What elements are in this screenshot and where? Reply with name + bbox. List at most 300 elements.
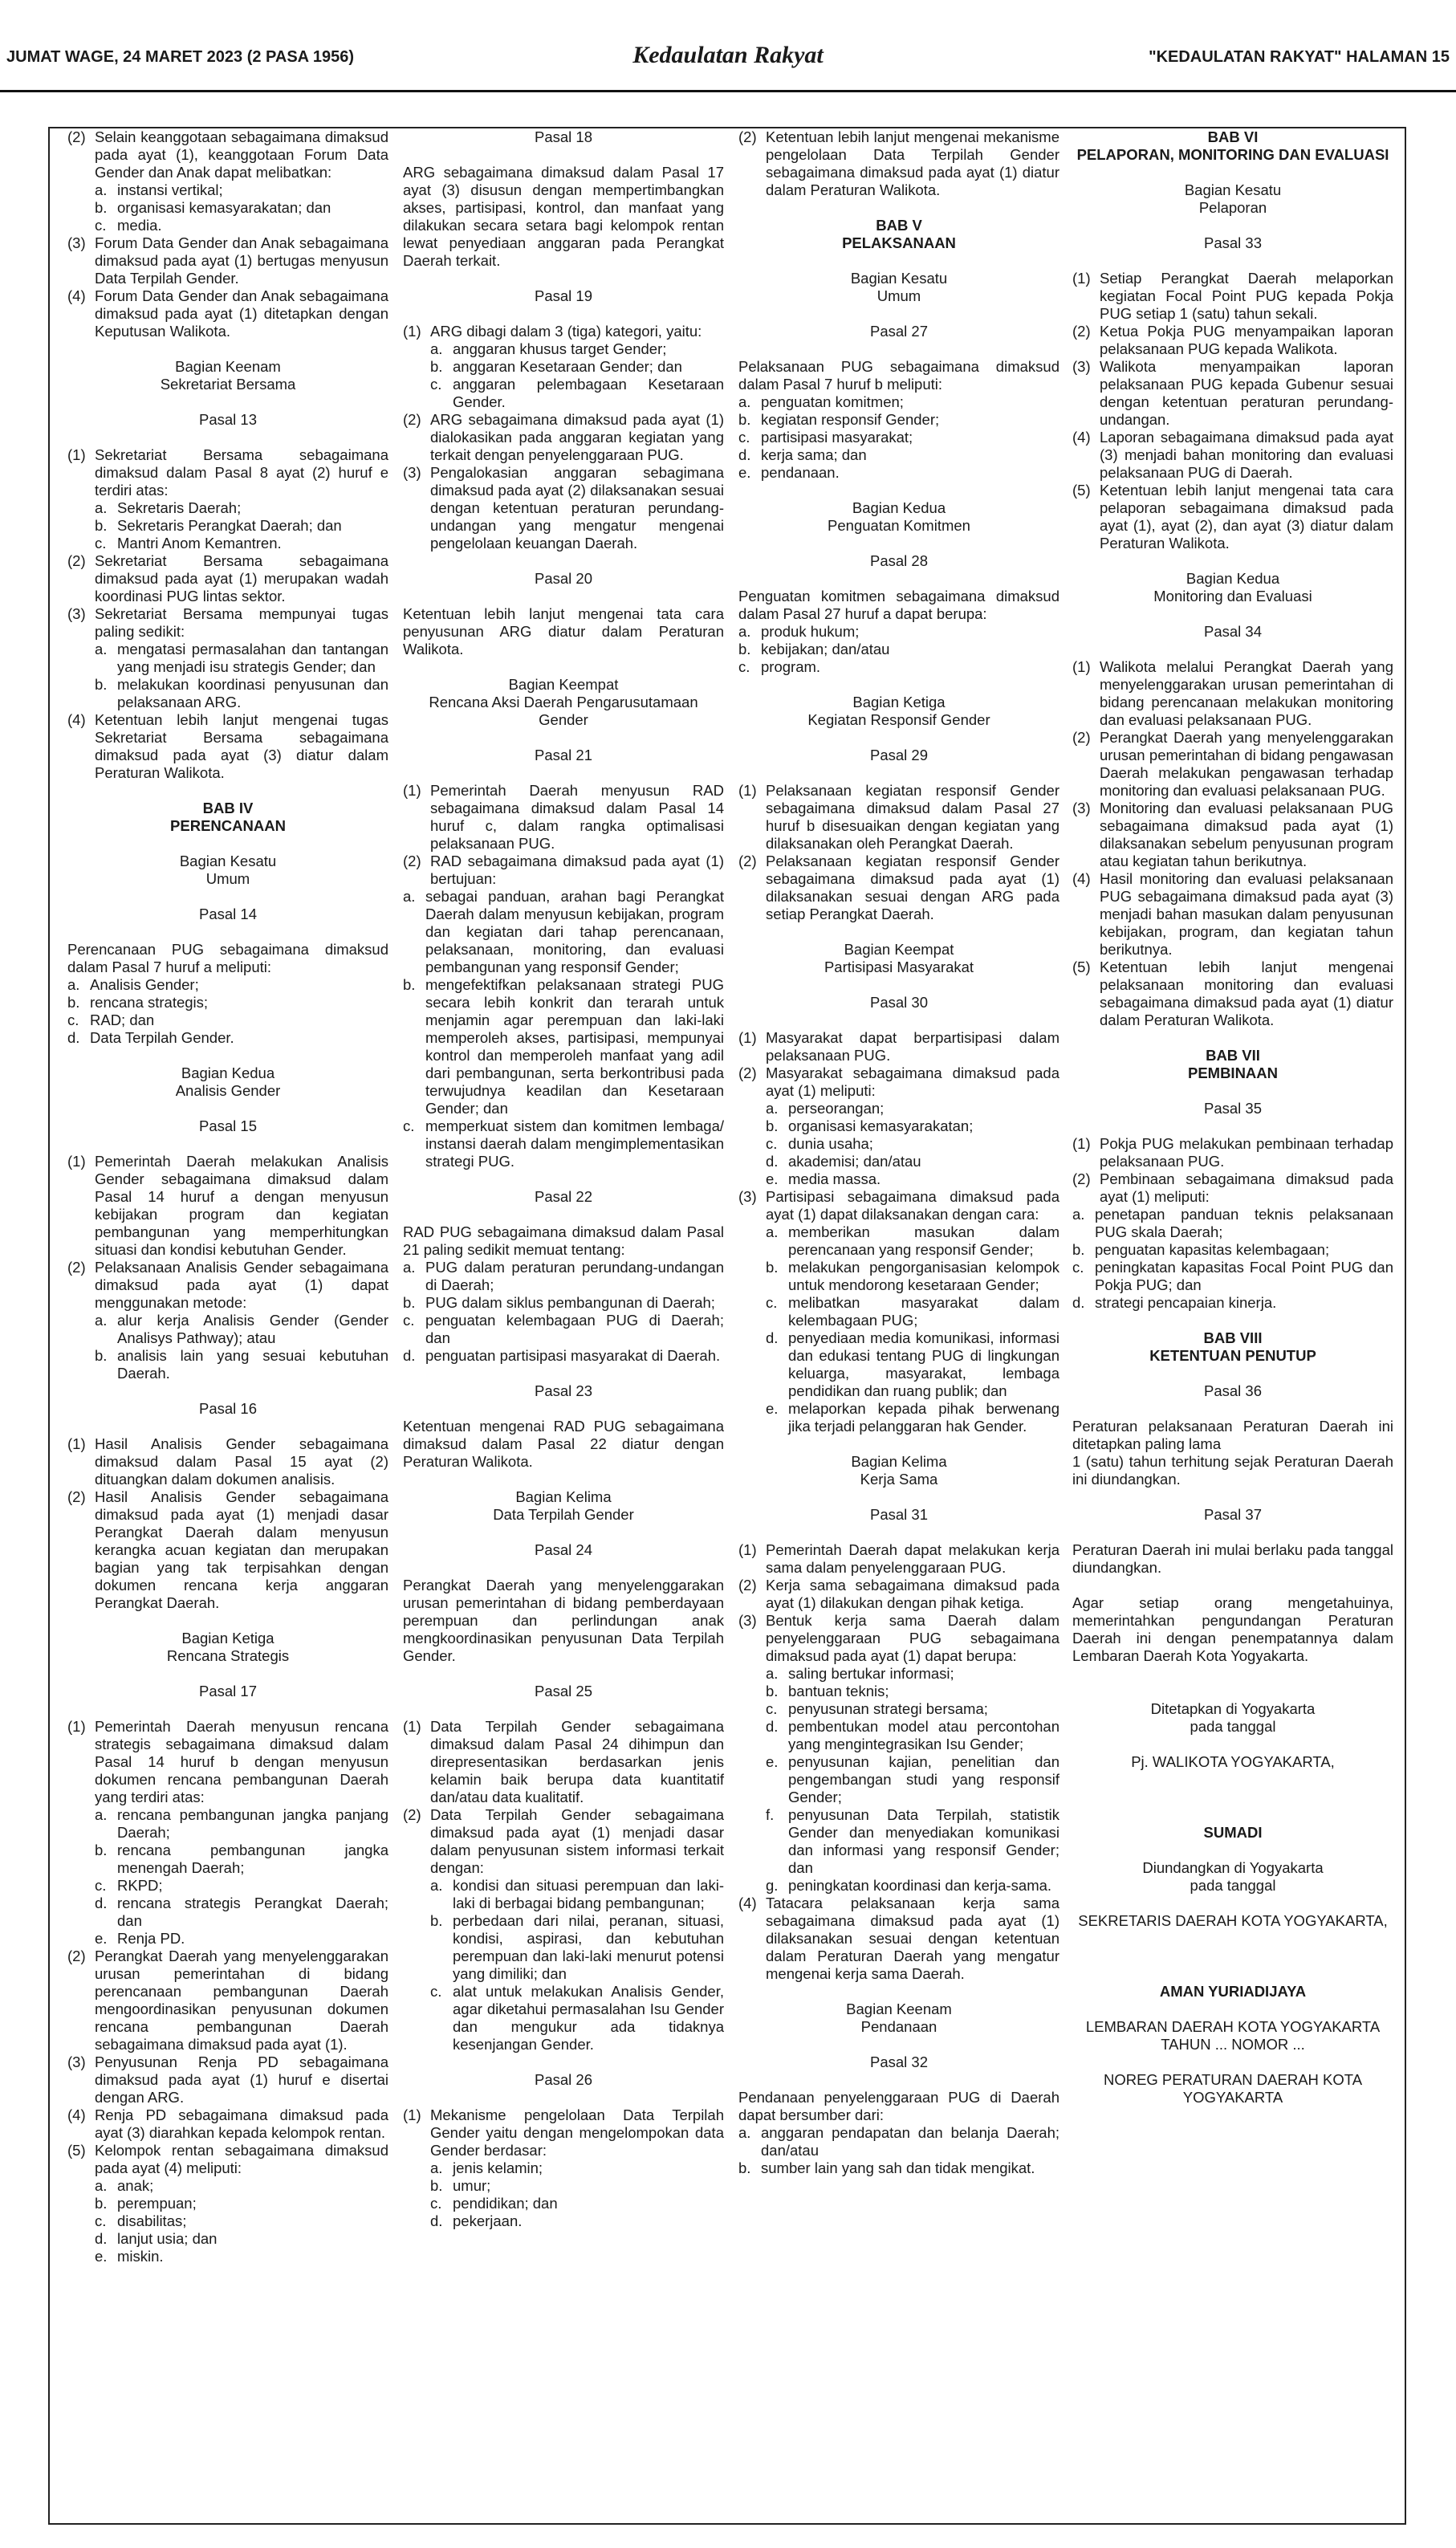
section-heading: Pasal 22: [535, 1188, 592, 1205]
section-heading: Pasal 30: [870, 994, 928, 1011]
item-text: Pengalokasian anggaran sebagimana dimaksud pada ayat (2) dilaksanakan sesuai dengan ketentuan peraturan perundang-undangan yang mengatur mengenai pengelolaan keuangan Daerah.: [430, 464, 724, 552]
list-item: [95, 2212, 388, 2230]
item-number: b.: [403, 1294, 416, 1311]
item-text: Data Terpilah Gender.: [90, 1029, 234, 1046]
item-text: perseorangan;: [788, 1100, 885, 1117]
section-heading: SEKRETARIS DAERAH KOTA YOGYAKARTA,: [1078, 1912, 1388, 1929]
spacer: [1072, 1948, 1393, 1965]
clause-item: [1072, 729, 1393, 800]
list-item: [95, 2248, 388, 2265]
item-text: penyusunan kajian, penelitian dan pengembangan studi yang responsif Gender;: [788, 1753, 1059, 1805]
chapter-heading: BAB VIII: [1203, 1329, 1263, 1346]
clause-item: [67, 287, 388, 340]
paragraph: Pendanaan penyelenggaraan PUG di Daerah dapat bersumber dari:: [738, 2089, 1059, 2123]
list-item: [766, 1153, 1059, 1170]
spacer: [67, 782, 388, 800]
item-number: a.: [95, 2177, 108, 2194]
item-text: kondisi dan situasi perempuan dan laki-laki di berbagai bidang pembangunan;: [453, 1877, 724, 1911]
item-text: Hasil Analisis Gender sebagaimana dimaksud dalam Pasal 15 ayat (2) dituangkan dalam dokumen analisis.: [95, 1435, 388, 1488]
item-text: penyusunan Data Terpilah, statistik Gender dan menyediakan komunikasi dan informasi yang responsif Gender; dan: [788, 1806, 1059, 1876]
list-item: [95, 217, 388, 234]
paragraph: Penguatan komitmen sebagaimana dimaksud dalam Pasal 27 huruf a dapat berupa:: [738, 588, 1059, 622]
item-text: Sekretariat Bersama sebagaimana dimaksud dalam Pasal 8 ayat (2) huruf e terdiri atas:: [95, 446, 388, 499]
clause-item: [1072, 1135, 1393, 1170]
item-number: c.: [738, 429, 750, 446]
clause-item: [738, 128, 1059, 199]
item-text: Hasil monitoring dan evaluasi pelaksanaan PUG sebagaimana dimaksud pada ayat (3) menjadi bahan masukan dalam penyusunan kebijakan, program, dan kegiatan tahun berikutnya.: [1100, 870, 1393, 958]
clause-item: [403, 782, 724, 853]
item-text: mengatasi permasalahan dan tantangan yang menjadi isu strategis Gender; dan: [117, 641, 388, 675]
page-number: "KEDAULATAN RAKYAT" HALAMAN 15: [1149, 48, 1450, 66]
spacer: [403, 1559, 724, 1577]
list-item: [766, 1665, 1059, 1683]
clause-item: [67, 1948, 388, 2053]
item-number: (1): [1072, 270, 1091, 287]
clause-item: [67, 128, 388, 181]
clause-item: [67, 1435, 388, 1488]
spacer: [1072, 1082, 1393, 1100]
chapter-heading: BAB VI: [1207, 128, 1259, 145]
item-number: (3): [403, 464, 421, 481]
item-text: Sekretariat Bersama sebagaimana dimaksud pada ayat (1) merupakan wadah koordinasi PUG lintas sektor.: [95, 552, 388, 604]
item-text: perbedaan dari nilai, peranan, situasi, kondisi, aspirasi, dan kebutuhan perempuan dan laki-laki menurut potensi yang dimiliki; dan: [453, 1912, 724, 1982]
list-item: [95, 199, 388, 217]
spacer: [403, 2053, 724, 2071]
item-number: a.: [430, 2159, 443, 2176]
chapter-heading: PELAKSANAAN: [842, 234, 956, 251]
item-number: c.: [95, 2212, 107, 2229]
item-text: ARG sebagaimana dimaksud pada ayat (1) dialokasikan pada anggaran kegiatan yang terkait dengan penyelenggaraan PUG.: [430, 411, 724, 463]
item-number: c.: [95, 217, 107, 234]
spacer: [738, 676, 1059, 694]
spacer: [738, 482, 1059, 499]
item-text: Pemerintah Daerah dapat melakukan kerja sama dalam penyelenggaraan PUG.: [766, 1541, 1059, 1576]
item-text: Tatacara pelaksanaan kerja sama sebagaimana dimaksud pada ayat (1) dilaksanakan sesuai dengan ketentuan dalam Peraturan Daerah yang mengatur mengenai kerja sama Daerah.: [766, 1895, 1059, 1982]
item-number: (3): [1072, 800, 1091, 816]
list-item: [766, 1700, 1059, 1718]
item-number: (3): [67, 2053, 86, 2070]
clause-item: [1072, 870, 1393, 959]
list-item: [1072, 1206, 1393, 1241]
spacer: [67, 923, 388, 941]
item-number: (1): [67, 1435, 86, 1452]
spacer: [738, 535, 1059, 552]
item-number: (5): [1072, 959, 1091, 975]
item-text: melibatkan masyarakat dalam kelembagaan PUG;: [788, 1294, 1059, 1329]
spacer: [1072, 1365, 1393, 1382]
list-item: [1072, 1241, 1393, 1259]
item-text: Mekanisme pengelolaan Data Terpilah Gender yaitu dengan mengelompokan data Gender berdasar:: [430, 2106, 724, 2159]
item-number: d.: [95, 1895, 108, 1911]
item-number: a.: [738, 2124, 751, 2141]
spacer: [1072, 1789, 1393, 1806]
item-text: Monitoring dan evaluasi pelaksanaan PUG sebagaimana dimaksud pada ayat (1) dilaksanakan sebelum penyusunan program atau kegiatan tahun berikutnya.: [1100, 800, 1393, 869]
item-number: c.: [430, 376, 442, 393]
list-item: [403, 888, 724, 976]
chapter-heading: PERENCANAAN: [170, 817, 286, 834]
list-item: [738, 446, 1059, 464]
spacer: [738, 199, 1059, 217]
section-heading: pada tanggal: [1190, 1877, 1276, 1894]
item-number: b.: [95, 199, 108, 216]
list-item: [738, 2159, 1059, 2177]
item-number: a.: [1072, 1206, 1085, 1223]
item-number: (4): [67, 2106, 86, 2123]
list-item: [95, 517, 388, 535]
list-item: [430, 376, 724, 411]
issue-date: JUMAT WAGE, 24 MARET 2023 (2 PASA 1956): [6, 48, 355, 66]
item-number: (1): [738, 1541, 757, 1558]
spacer: [1072, 1400, 1393, 1418]
spacer: [1072, 1771, 1393, 1789]
item-number: (1): [403, 323, 421, 340]
paragraph: RAD PUG sebagaimana dimaksud dalam Pasal 21 paling sedikit memuat tentang:: [403, 1223, 724, 1258]
list-item: [95, 1347, 388, 1382]
list-item: [738, 429, 1059, 446]
item-number: d.: [95, 2230, 108, 2247]
item-number: b.: [430, 1912, 443, 1929]
section-heading: Analisis Gender: [175, 1082, 281, 1099]
list-item: [67, 994, 388, 1011]
item-text: analisis lain yang sesuai kebutuhan Daerah.: [117, 1347, 388, 1382]
clause-item: [1072, 800, 1393, 870]
item-text: ARG dibagi dalam 3 (tiga) kategori, yaitu:: [430, 323, 702, 340]
list-item: [766, 1683, 1059, 1700]
item-number: (4): [67, 287, 86, 304]
list-item: [403, 976, 724, 1117]
item-number: (4): [1072, 870, 1091, 887]
spacer: [403, 270, 724, 287]
item-text: produk hukum;: [761, 623, 860, 640]
clause-item: [738, 853, 1059, 923]
item-text: dunia usaha;: [788, 1135, 873, 1152]
item-text: Pelaksanaan kegiatan responsif Gender sebagaimana dimaksud pada ayat (1) dilaksanakan sesuai dengan ARG pada setiap Perangkat Daerah.: [766, 853, 1059, 922]
item-number: (3): [67, 605, 86, 622]
item-text: penguatan partisipasi masyarakat di Daerah.: [425, 1347, 721, 1364]
list-item: [95, 1312, 388, 1347]
item-number: a.: [430, 340, 443, 357]
item-text: Pokja PUG melakukan pembinaan terhadap pelaksanaan PUG.: [1100, 1135, 1393, 1170]
item-text: anak;: [117, 2177, 154, 2194]
clause-item: [738, 1612, 1059, 1665]
item-number: g.: [766, 1877, 779, 1894]
spacer: [1072, 1665, 1393, 1683]
clause-item: [67, 446, 388, 499]
item-number: a.: [766, 1665, 779, 1682]
paragraph: ARG sebagaimana dimaksud dalam Pasal 17 ayat (3) disusun dengan mempertimbangkan akses, partisipasi, kontrol, dan manfaat yang dilakukan secara setara bagi kelompok rentan lewat penyediaan anggaran pada Perangkat Daerah terkait.: [403, 164, 724, 269]
item-number: b.: [95, 2195, 108, 2212]
item-number: (1): [67, 446, 86, 463]
clause-item: [403, 323, 724, 340]
clause-item: [738, 1188, 1059, 1223]
list-item: [766, 1170, 1059, 1188]
item-text: Penyusunan Renja PD sebagaimana dimaksud pada ayat (1) huruf e disertai dengan ARG.: [95, 2053, 388, 2106]
item-number: (1): [403, 2106, 421, 2123]
section-heading: Partisipasi Masyarakat: [824, 959, 974, 975]
item-text: Data Terpilah Gender sebagaimana dimaksud pada ayat (1) menjadi dasar dalam penyusunan sistem informasi terkait dengan:: [430, 1806, 724, 1876]
clause-item: [67, 552, 388, 605]
item-text: umur;: [453, 2177, 491, 2194]
item-number: (2): [738, 1577, 757, 1594]
list-item: [403, 1347, 724, 1365]
list-item: [738, 641, 1059, 658]
item-number: b.: [1072, 1241, 1085, 1258]
section-heading: NOREG PERATURAN DAERAH KOTA YOGYAKARTA: [1103, 2071, 1363, 2106]
item-text: Pembinaan sebagaimana dimaksud pada ayat (1) meliputi:: [1100, 1170, 1393, 1205]
spacer: [67, 1135, 388, 1153]
clause-item: [1072, 1170, 1393, 1206]
section-heading: Bagian Kesatu: [1184, 181, 1282, 198]
item-text: media massa.: [788, 1170, 881, 1187]
section-heading: Pj. WALIKOTA YOGYAKARTA,: [1131, 1753, 1335, 1770]
spacer: [67, 340, 388, 358]
item-number: (2): [403, 1806, 421, 1823]
item-number: (1): [738, 1029, 757, 1046]
item-text: Pelaksanaan Analisis Gender sebagaimana dimaksud pada ayat (1) dapat menggunakan metode:: [95, 1259, 388, 1311]
section-heading: Rencana Strategis: [166, 1647, 290, 1664]
spacer: [403, 2089, 724, 2106]
list-item: [430, 2177, 724, 2195]
clause-item: [1072, 959, 1393, 1029]
item-number: c.: [1072, 1259, 1084, 1276]
section-heading: Data Terpilah Gender: [493, 1506, 634, 1523]
section-heading: Bagian Kedua: [852, 499, 946, 516]
clause-item: [1072, 482, 1393, 552]
item-text: pendanaan.: [761, 464, 840, 481]
item-number: (2): [67, 1259, 86, 1276]
item-number: b.: [95, 1347, 108, 1364]
spacer: [403, 1365, 724, 1382]
item-text: penyediaan media komunikasi, informasi dan edukasi tentang PUG di lingkungan keluarga, masyarakat, lembaga pendidikan dan ruang publik; dan: [788, 1329, 1059, 1399]
spacer: [738, 2036, 1059, 2053]
section-heading: Pasal 26: [535, 2071, 592, 2088]
list-item: [67, 1029, 388, 1047]
list-item: [95, 1842, 388, 1877]
spacer: [738, 923, 1059, 941]
list-item: [766, 1135, 1059, 1153]
item-number: (2): [1072, 1170, 1091, 1187]
item-text: rencana pembangunan jangka menengah Daerah;: [117, 1842, 388, 1876]
spacer: [1072, 2053, 1393, 2071]
clause-item: [1072, 358, 1393, 429]
item-text: Ketentuan lebih lanjut mengenai mekanisme pengelolaan Data Terpilah Gender sebagaimana dimaksud pada ayat (1) diatur dalam Peraturan Walikota.: [766, 128, 1059, 198]
section-heading: Bagian Kelima: [851, 1453, 947, 1470]
list-item: [403, 1312, 724, 1347]
item-text: Sekretaris Perangkat Daerah; dan: [117, 517, 342, 534]
spacer: [1072, 1524, 1393, 1541]
spacer: [403, 588, 724, 605]
section-heading: Pendanaan: [860, 2018, 937, 2035]
clause-item: [1072, 658, 1393, 729]
list-item: [1072, 1259, 1393, 1294]
item-number: b.: [95, 676, 108, 693]
list-item: [738, 464, 1059, 482]
section-heading: Bagian Keempat: [508, 676, 619, 693]
item-text: Partisipasi sebagaimana dimaksud pada ayat (1) dapat dilaksanakan dengan cara:: [766, 1188, 1059, 1223]
item-number: e.: [766, 1753, 779, 1770]
list-item: [430, 1983, 724, 2053]
item-text: Data Terpilah Gender sebagaimana dimaksud dalam Pasal 24 dihimpun dan direpresentasikan berdasarkan jenis kelamin baik berupa data kuantitatif dan/atau data kualitatif.: [430, 1718, 724, 1805]
section-heading: Bagian Kedua: [1186, 570, 1280, 587]
item-number: c.: [403, 1312, 415, 1329]
section-heading: Pasal 13: [199, 411, 257, 428]
clause-item: [67, 1153, 388, 1259]
spacer: [403, 1206, 724, 1223]
spacer: [67, 888, 388, 906]
spacer: [1072, 1895, 1393, 1912]
section-heading: Pasal 35: [1204, 1100, 1262, 1117]
item-number: (2): [1072, 323, 1091, 340]
spacer: [738, 305, 1059, 323]
item-number: c.: [95, 535, 107, 552]
item-number: b.: [95, 517, 108, 534]
section-heading: LEMBARAN DAERAH KOTA YOGYAKARTA TAHUN ... NOMOR ...: [1085, 2018, 1381, 2053]
masthead-logo: Kedaulatan Rakyat: [632, 42, 824, 68]
list-item: [403, 1294, 724, 1312]
spacer: [738, 340, 1059, 358]
item-number: b.: [430, 2177, 443, 2194]
spacer: [403, 146, 724, 164]
item-text: Sekretaris Daerah;: [117, 499, 242, 516]
item-text: organisasi kemasyarakatan;: [788, 1117, 974, 1134]
item-number: a.: [738, 393, 751, 410]
item-text: anggaran pendapatan dan belanja Daerah; dan/atau: [761, 2124, 1059, 2159]
section-heading: Pasal 28: [870, 552, 928, 569]
item-text: Renja PD sebagaimana dimaksud pada ayat (3) diarahkan kepada kelompok rentan.: [95, 2106, 388, 2141]
item-number: (1): [67, 1153, 86, 1170]
item-number: c.: [766, 1135, 778, 1152]
item-number: (2): [738, 853, 757, 869]
section-heading: Umum: [876, 287, 921, 304]
spacer: [403, 552, 724, 570]
list-item: [738, 658, 1059, 676]
item-text: pendidikan; dan: [453, 2195, 558, 2212]
list-item: [766, 1400, 1059, 1435]
chapter-heading: PELAPORAN, MONITORING DAN EVALUASI: [1076, 146, 1389, 163]
item-number: e.: [766, 1400, 779, 1417]
paragraph: Peraturan pelaksanaan Peraturan Daerah ini ditetapkan paling lama: [1072, 1418, 1393, 1452]
item-number: a.: [766, 1223, 779, 1240]
item-number: b.: [67, 994, 80, 1011]
item-number: (1): [67, 1718, 86, 1735]
item-text: anggaran khusus target Gender;: [453, 340, 667, 357]
item-text: Forum Data Gender dan Anak sebagaimana dimaksud pada ayat (1) bertugas menyusun Data Terpilah Gender.: [95, 234, 388, 287]
item-text: RKPD;: [117, 1877, 163, 1894]
spacer: [67, 429, 388, 446]
item-number: (1): [403, 782, 421, 799]
item-text: RAD sebagaimana dimaksud pada ayat (1) bertujuan:: [430, 853, 724, 887]
spacer: [1072, 641, 1393, 658]
list-item: [95, 676, 388, 711]
item-number: c.: [738, 658, 750, 675]
list-item: [430, 2195, 724, 2212]
item-text: Ketua Pokja PUG menyampaikan laporan pelaksanaan PUG kepada Walikota.: [1100, 323, 1393, 357]
section-heading: Pasal 33: [1204, 234, 1262, 251]
clause-item: [67, 1718, 388, 1806]
clause-item: [1072, 323, 1393, 358]
list-item: [430, 2212, 724, 2230]
clause-item: [67, 2106, 388, 2142]
section-heading: Rencana Aksi Daerah Pengarusutamaan Gender: [429, 694, 698, 728]
section-heading: Pasal 34: [1204, 623, 1262, 640]
paragraph: Agar setiap orang mengetahuinya, memerintahkan pengundangan Peraturan Daerah ini dengan penempatannya dalam Lembaran Daerah Kota Yogyakarta.: [1072, 1594, 1393, 1664]
item-text: kerja sama; dan: [761, 446, 867, 463]
spacer: [1072, 552, 1393, 570]
spacer: [1072, 2001, 1393, 2018]
item-number: b.: [766, 1683, 779, 1699]
item-number: (3): [738, 1188, 757, 1205]
item-number: d.: [1072, 1294, 1085, 1311]
list-item: [403, 1259, 724, 1294]
section-heading: Ditetapkan di Yogyakarta: [1150, 1700, 1316, 1717]
section-heading: Pasal 17: [199, 1683, 257, 1699]
item-number: c.: [766, 1294, 778, 1311]
item-number: b.: [403, 976, 416, 993]
list-item: [766, 1753, 1059, 1806]
list-item: [766, 1718, 1059, 1753]
section-heading: Pasal 16: [199, 1400, 257, 1417]
list-item: [766, 1259, 1059, 1294]
item-text: Ketentuan lebih lanjut mengenai pelaksanaan monitoring dan evaluasi sebagaimana dimaksud pada ayat (1) diatur dalam Peraturan Walikota.: [1100, 959, 1393, 1028]
spacer: [403, 1471, 724, 1488]
spacer: [738, 1488, 1059, 1506]
list-item: [430, 2159, 724, 2177]
clause-item: [403, 853, 724, 888]
spacer: [738, 570, 1059, 588]
item-text: penguatan komitmen;: [761, 393, 904, 410]
item-number: (2): [67, 552, 86, 569]
item-number: a.: [738, 623, 751, 640]
item-number: (4): [1072, 429, 1091, 446]
spacer: [67, 1047, 388, 1064]
section-heading: pada tanggal: [1190, 1718, 1276, 1735]
paragraph: Perangkat Daerah yang menyelenggarakan urusan pemerintahan di bidang pemberdayaan perempuan dan perlindungan anak mengkoordinasikan penyusunan Data Terpilah Gender.: [403, 1577, 724, 1664]
item-text: Kelompok rentan sebagaimana dimaksud pada ayat (4) meliputi:: [95, 2142, 388, 2176]
list-item: [95, 1806, 388, 1842]
section-heading: Bagian Kesatu: [179, 853, 277, 869]
list-item: [95, 2177, 388, 2195]
item-number: a.: [67, 976, 80, 993]
section-heading: Pasal 21: [535, 747, 592, 763]
section-heading: Pasal 31: [870, 1506, 928, 1523]
item-number: (3): [738, 1612, 757, 1629]
item-text: instansi vertikal;: [117, 181, 223, 198]
list-item: [95, 499, 388, 517]
item-number: b.: [766, 1117, 779, 1134]
list-item: [766, 1294, 1059, 1329]
chapter-heading: SUMADI: [1203, 1824, 1263, 1841]
item-text: bantuan teknis;: [788, 1683, 889, 1699]
clause-item: [738, 1029, 1059, 1064]
clause-item: [403, 411, 724, 464]
clause-item: [67, 711, 388, 782]
clause-item: [67, 2053, 388, 2106]
list-item: [766, 1117, 1059, 1135]
clause-item: [738, 1577, 1059, 1612]
section-heading: Bagian Kesatu: [850, 270, 948, 287]
spacer: [738, 729, 1059, 747]
spacer: [1072, 217, 1393, 234]
item-number: (2): [403, 853, 421, 869]
paragraph: 1 (satu) tahun terhitung sejak Peraturan Daerah ini diundangkan.: [1072, 1453, 1393, 1488]
clause-item: [67, 605, 388, 641]
item-number: c.: [766, 1700, 778, 1717]
item-text: saling bertukar informasi;: [788, 1665, 954, 1682]
item-number: d.: [403, 1347, 416, 1364]
clause-item: [403, 1718, 724, 1806]
spacer: [738, 976, 1059, 994]
clause-item: [738, 1541, 1059, 1577]
